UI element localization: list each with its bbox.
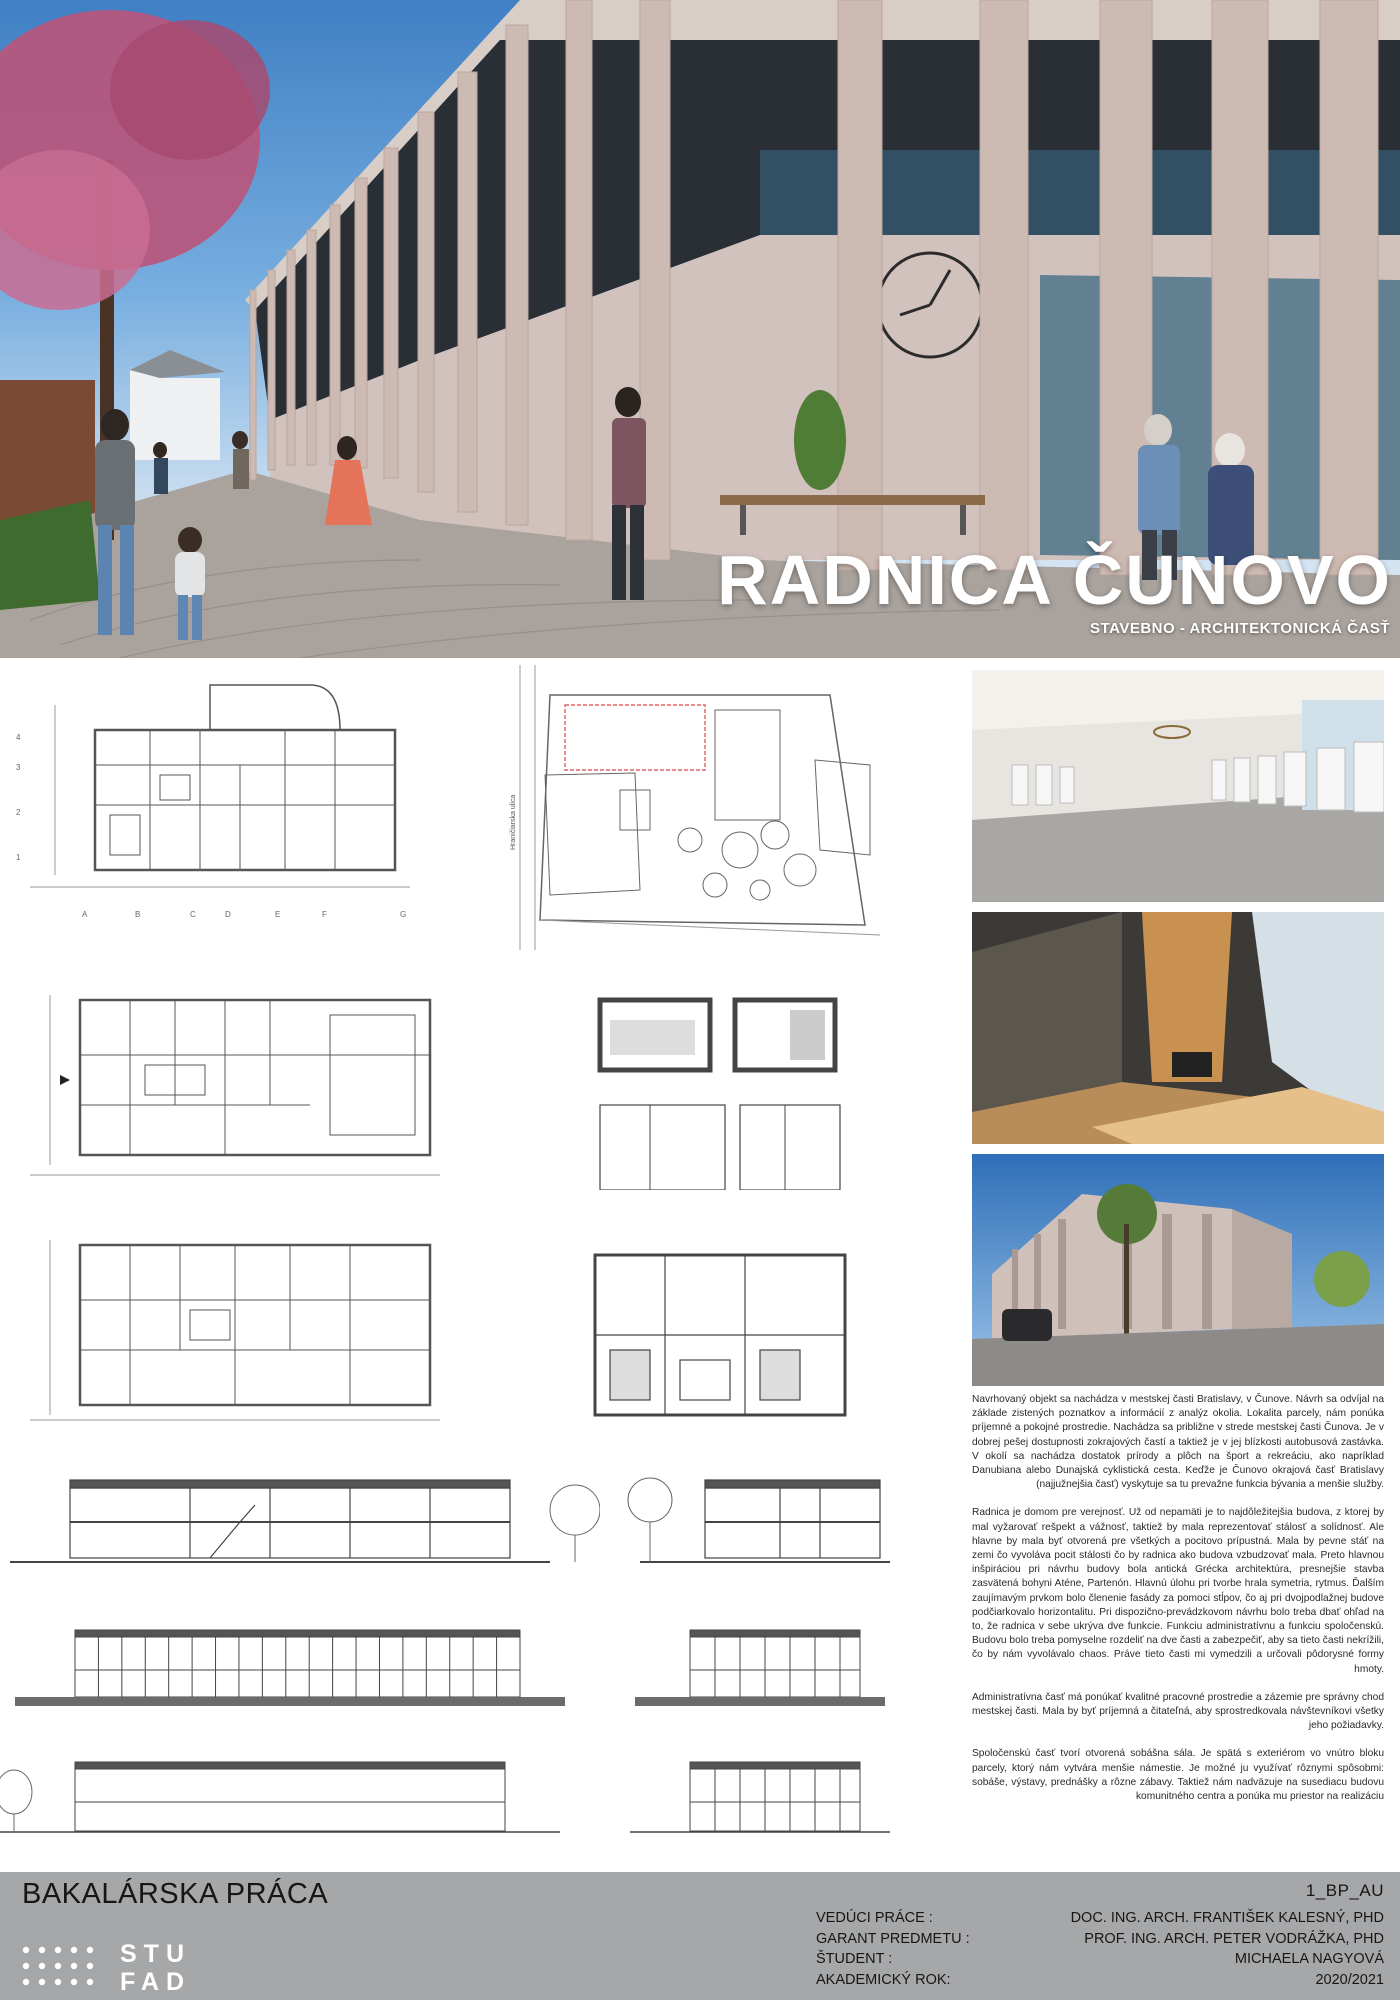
description-paragraph-administrative: Administratívna časť má ponúkať kvalitné pracovné prostredie a zázemie pre správny chod mestskej časti. Mala by byť príjemná a čitateľná, aby sprostredkovala návštevníkovi všetky jeho požiadavky. (972, 1691, 1384, 1732)
axis-label: G (400, 910, 407, 919)
floorplan-first-drawing (10, 955, 450, 1200)
elevation-short-front-drawing (630, 1620, 890, 1710)
credit-label-year: AKADEMICKÝ ROK: (816, 1971, 951, 1988)
axis-label: C (190, 910, 196, 919)
axis-label: B (135, 910, 141, 919)
floorplan-first (10, 955, 450, 1200)
elevation-short-front (630, 1620, 890, 1710)
elevation-long-rear (0, 1752, 560, 1847)
thesis-code: 1_BP_AU (1305, 1881, 1384, 1900)
section-cross-drawing (620, 1470, 890, 1570)
elevation-long-rear-drawing (0, 1752, 560, 1847)
axis-label: A (82, 910, 88, 919)
description-paragraph-location: Navrhovaný objekt sa nachádza v mestskej časti Bratislavy, v Čunove. Návrh sa odvíjal na základe zistených poznatkov a informácií z analýz okolia. Lokalita parcely, nám ponúka príjemné a pokojné prostredie. Nachádza sa približne v strede mestskej časti Čunova. Je v dobrej pešej dostupnosti zokrajových častí a taktiež je v jej blízkosti autobusová zastávka. V okolí sa nachádza dostatok prírody a plôch na šport a rekreáciu, ako napríklad Danubiana alebo Dunajská cyklistická cesta. Keďže je Čunovo okrajová časť Bratislavy (najjužnejšia časť) vyskytuje sa tu prevažne funkcia bývania a menšie služby. (972, 1394, 1384, 1491)
project-subtitle: STAVEBNO - ARCHITEKTONICKÁ ČASŤ (1090, 620, 1390, 637)
elevation-short-rear-drawing (630, 1752, 890, 1847)
credit-label-student: ŠTUDENT : (816, 1951, 893, 1967)
credit-label-supervisor: VEDÚCI PRÁCE : (816, 1910, 933, 1926)
logo-dots-icon (20, 1942, 110, 1992)
floorplan-second (10, 1225, 450, 1435)
project-title: RADNICA ČUNOVO (717, 541, 1392, 619)
floorplan-ground (10, 665, 420, 930)
description-paragraph-social: Spoločenskú časť tvorí otvorená sobášna sála. Je spätá s exteriérom vo vnútro bloku parcely, ktorý nám vytvára menšie námestie. Je možné ju využívať rôznymi spôsobmi: sobáše, výstavy, prednášky a rôzne zábavy. Taktiež nám nadväzuje na susediacu budovu komunitného centra a ponúka mu priestor na realizáciu (972, 1748, 1384, 1803)
sanitary-details-drawing (560, 990, 850, 1190)
thesis-type: BAKALÁRSKA PRÁCA (22, 1878, 329, 1910)
elevation-long-front-drawing (10, 1620, 570, 1710)
toilet-plan (575, 1240, 865, 1425)
site-plan (500, 665, 880, 950)
sanitary-details (560, 990, 850, 1190)
floorplan-second-drawing (10, 1225, 450, 1435)
elevation-short-rear (630, 1752, 890, 1847)
section-cross (620, 1470, 890, 1570)
toilet-plan-drawing (575, 1240, 865, 1425)
axis-label: D (225, 910, 231, 919)
row-label: 1 (16, 853, 21, 862)
axis-label: F (322, 910, 327, 919)
section-long-drawing (10, 1470, 600, 1570)
render-wedding-hall-image (972, 670, 1384, 902)
axis-label: E (275, 910, 281, 919)
logo-line-stu: STU (120, 1940, 191, 1968)
render-wedding-hall (972, 670, 1384, 902)
row-label: 3 (16, 763, 21, 772)
render-interior-office-image (972, 912, 1384, 1144)
logo-wordmark (120, 1940, 191, 1996)
render-exterior-street (972, 1154, 1384, 1386)
site-plan-drawing (500, 665, 880, 950)
render-interior-office (972, 912, 1384, 1144)
render-exterior-street-image (972, 1154, 1384, 1386)
footer (0, 1872, 1400, 2000)
street-label: Hraničiarska ulica (510, 794, 517, 850)
credit-value-year: 2020/2021 (1315, 1971, 1384, 1988)
section-long (10, 1470, 600, 1570)
credits-labels (816, 1908, 970, 1990)
credit-value-supervisor: DOC. ING. ARCH. FRANTIŠEK KALESNÝ, PHD (1070, 1910, 1384, 1926)
hero-render (0, 0, 1400, 658)
credit-value-guarantor: PROF. ING. ARCH. PETER VODRÁŽKA, PHD (1084, 1930, 1384, 1947)
stu-fad-logo (20, 1936, 220, 1996)
logo-line-fad: FAD (120, 1968, 191, 1996)
floorplan-ground-drawing (10, 665, 420, 930)
credit-value-student: MICHAELA NAGYOVÁ (1234, 1951, 1384, 1967)
row-label: 4 (16, 733, 21, 742)
credit-label-guarantor: GARANT PREDMETU : (816, 1930, 970, 1947)
description-paragraph-concept: Radnica je domom pre verejnosť. Už od nepamäti je to najdôležitejšia budova, z ktorej by mal vyžarovať rešpekt a vážnosť, taktiež by mala reprezentovať stálosť a solídnosť. Ale hlavne by mala byť otvorená pre všetkých a pocitovo prípustná. Mala by pevne stáť na zemi čo vyvoláva pocit stálosti čo by radnica ako budova vzbudzovať mala. Preto hlavnou inšpiráciou pri návrhu budovy bola antická Grécka architektúra, presnejšie stavba zasvätená bohyni Aténe, Partenón. Hlavnú úlohu pri tvorbe hrala symetria, rytmus. Ďalším zaujímavým prvkom bolo členenie fasády za pomoci stĺpov, čo aj pri dvojpodlažnej budove podčiarkovalo horizontalitu. Pri dispozično-prevádzkovom návrhu bolo treba dbať ohľad na to, že radnica v sebe ukrýva dve funkcie. Funkciu administratívnu a funkciu spoločenskú. Budovu bolo treba pomyselne rozdeliť na dve časti a zabezpečiť, aby sa tieto časti nekrížili, čo by nám vyvolávalo chaos. Práve tieto časti mi vymedzili a určovali pôdorysné formy hmoty. (972, 1507, 1384, 1675)
row-label: 2 (16, 808, 21, 817)
project-description (972, 1393, 1384, 1818)
elevation-long-front (10, 1620, 570, 1710)
credits-values (1071, 1908, 1384, 1990)
